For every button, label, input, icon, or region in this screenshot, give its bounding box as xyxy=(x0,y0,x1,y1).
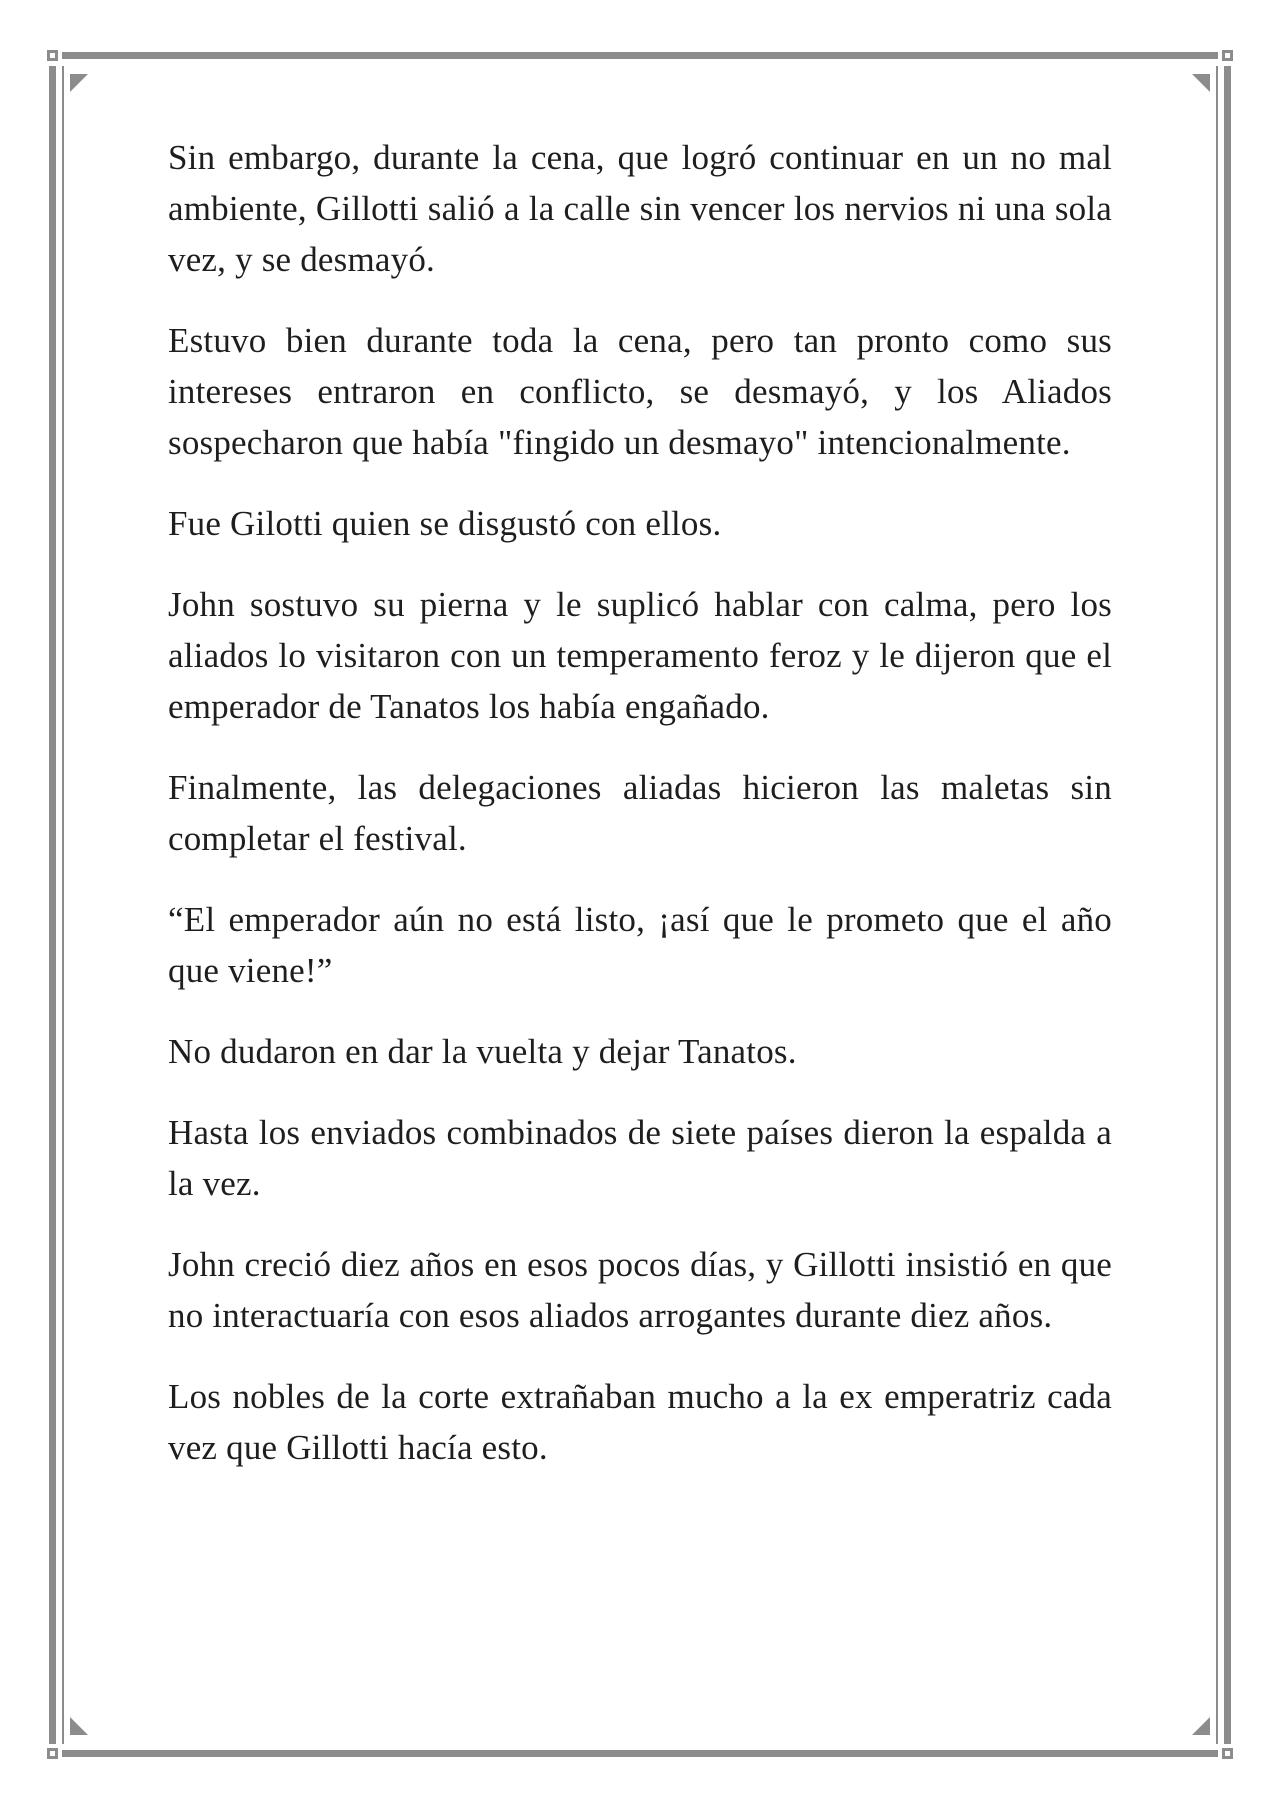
paragraph: Sin embargo, durante la cena, que logró continuar en un no mal ambiente, Gillotti salió a la calle sin vencer los nervios ni una sola vez, y se desmayó. xyxy=(168,138,1112,279)
paragraph: “El emperador aún no está listo, ¡así que le prometo que el año que viene!” xyxy=(168,900,1112,990)
border-right-inner-line xyxy=(1216,66,1218,1744)
paragraph: Estuvo bien durante toda la cena, pero tan pronto como sus intereses entraron en conflicto, se desmayó, y los Aliados sospecharon que había "fingido un desmayo" intencionalmente. xyxy=(168,321,1112,462)
border-left-inner-line xyxy=(62,66,64,1744)
paragraph: No dudaron en dar la vuelta y dejar Tanatos. xyxy=(168,1032,797,1071)
corner-triangle-tl xyxy=(70,74,88,92)
paragraph: Fue Gilotti quien se disgustó con ellos. xyxy=(168,504,722,543)
corner-triangle-br xyxy=(1192,1717,1210,1735)
corner-triangle-tr xyxy=(1192,74,1210,92)
paragraph: Los nobles de la corte extrañaban mucho a la ex emperatriz cada vez que Gillotti hacía esto. xyxy=(168,1377,1112,1467)
paragraph: John creció diez años en esos pocos días, y Gillotti insistió en que no interactuaría con esos aliados arrogantes durante diez años. xyxy=(168,1245,1112,1335)
border-left-line xyxy=(49,66,56,1744)
corner-triangle-bl xyxy=(70,1717,88,1735)
border-right-line xyxy=(1224,66,1231,1744)
border-top-line xyxy=(62,52,1218,59)
page-body-text xyxy=(168,132,1112,1503)
paragraph: Hasta los enviados combinados de siete países dieron la espalda a la vez. xyxy=(168,1113,1112,1203)
paragraph: John sostuvo su pierna y le suplicó hablar con calma, pero los aliados lo visitaron con un temperamento feroz y le dijeron que el emperador de Tanatos los había engañado. xyxy=(168,585,1112,726)
paragraph: Finalmente, las delegaciones aliadas hicieron las maletas sin completar el festival. xyxy=(168,768,1112,858)
border-bottom-line xyxy=(62,1750,1218,1757)
